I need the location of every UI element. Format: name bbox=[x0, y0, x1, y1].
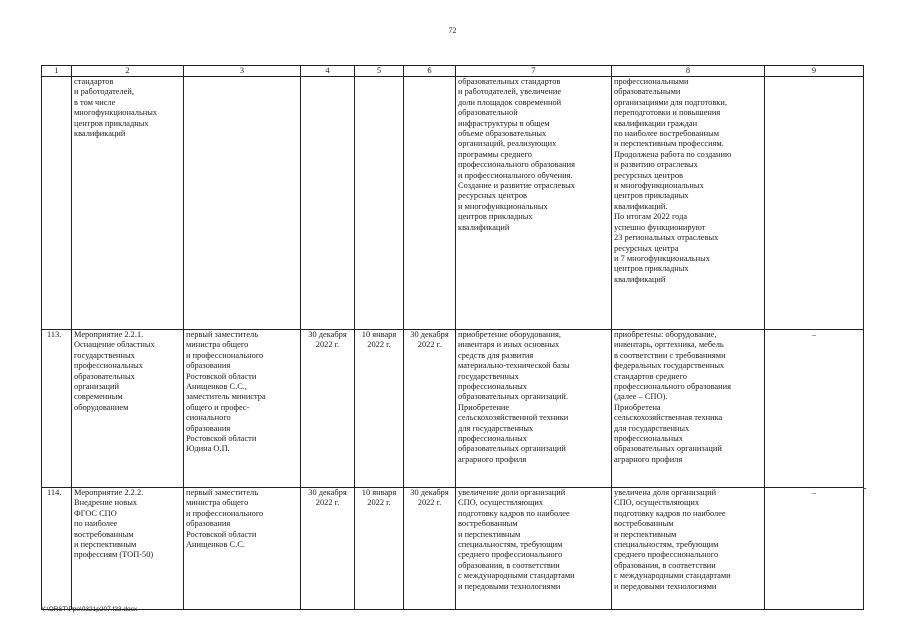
row-number: 113. bbox=[42, 330, 72, 488]
event-name-cell: Мероприятие 2.2.1. Оснащение областных государственных профессиональных образовательных организаций современным оборудованием bbox=[72, 330, 184, 488]
expected-result-cell: увеличение доли организаций СПО, осуществляющих подготовку кадров по наиболее востребованным и перспективным специальностям, требующим среднего профессионального образования, в соответствии с международными стандартами и передовыми технологиями bbox=[456, 488, 612, 610]
margin-mark bbox=[863, 488, 866, 489]
start-date-cell: 10 января 2022 г. bbox=[355, 330, 404, 488]
events-table bbox=[41, 65, 864, 610]
note-cell: – bbox=[765, 330, 864, 488]
end-date-cell: 30 декабря 2022 г. bbox=[404, 330, 456, 488]
header-cell: 3 bbox=[184, 66, 301, 77]
start-date-cell: 10 января 2022 г. bbox=[355, 488, 404, 610]
responsible-cell: первый заместитель министра общего и профессионального образования Ростовской области Анищенков С.С. bbox=[184, 488, 301, 610]
event-name-cell: стандартов и работодателей, в том числе многофункциональных центров прикладных квалификаций bbox=[72, 77, 184, 330]
end-date-cell: 30 декабря 2022 г. bbox=[404, 488, 456, 610]
header-cell: 5 bbox=[355, 66, 404, 77]
row-number: 114. bbox=[42, 488, 72, 610]
plan-date-cell: 30 декабря 2022 г. bbox=[301, 330, 355, 488]
header-cell: 6 bbox=[404, 66, 456, 77]
header-cell: 7 bbox=[456, 66, 612, 77]
header-cell: 1 bbox=[42, 66, 72, 77]
page-number: 72 bbox=[448, 26, 457, 35]
table-row bbox=[42, 488, 864, 610]
plan-date-cell bbox=[301, 77, 355, 330]
header-cell: 8 bbox=[612, 66, 765, 77]
table-row bbox=[42, 77, 864, 330]
responsible-cell bbox=[184, 77, 301, 330]
start-date-cell bbox=[355, 77, 404, 330]
actual-result-cell: профессиональными образовательными организациями для подготовки, переподготовки и повышения квалификации граждан по наиболее востребованным и перспективным профессиям. Продолжена работа по созданию и развитию отраслевых ресурсных центров и многофункциональных центров прикладных квалификаций. По итогам 2022 года успешно функционируют 23 региональных отраслевых ресурсных центра и 7 многофункциональных центров прикладных квалификаций bbox=[612, 77, 765, 330]
note-cell bbox=[765, 77, 864, 330]
header-cell: 2 bbox=[72, 66, 184, 77]
footer-file-path: Y:\ORST\Ppo\0321p207.f23.docx bbox=[41, 606, 138, 613]
row-number bbox=[42, 77, 72, 330]
note-cell: – bbox=[765, 488, 864, 610]
actual-result-cell: приобретены: оборудование, инвентарь, оргтехника, мебель в соответствии с требованиями федеральных государственных стандартов среднего профессионального образования (далее – СПО). Приобретена сельскохозяйственная техника для государственных профессиональных образовательных организаций аграрного профиля bbox=[612, 330, 765, 488]
responsible-cell: первый заместитель министра общего и профессионального образования Ростовской области Анищенков С.С., заместитель министра общего и профес- сионального образования Ростовской области Юдина О.П. bbox=[184, 330, 301, 488]
header-cell: 4 bbox=[301, 66, 355, 77]
header-cell: 9 bbox=[765, 66, 864, 77]
table-row bbox=[42, 330, 864, 488]
plan-date-cell: 30 декабря 2022 г. bbox=[301, 488, 355, 610]
event-name-cell: Мероприятие 2.2.2. Внедрение новых ФГОС СПО по наиболее востребованным и перспективным профессиям (ТОП-50) bbox=[72, 488, 184, 610]
expected-result-cell: приобретение оборудования, инвентаря и иных основных средств для развития материально-технической базы государственных профессиональных образовательных организаций. Приобретение сельскохозяйственной техники для государственных профессиональных образовательных организаций аграрного профиля bbox=[456, 330, 612, 488]
expected-result-cell: образовательных стандартов и работодателей, увеличение доли площадок современной образовательной инфраструктуры в общем объеме образовательных организаций, реализующих программы среднего профессионального образования и профессионального обучения. Создание и развитие отраслевых ресурсных центров и многофункциональных центров прикладных квалификаций bbox=[456, 77, 612, 330]
actual-result-cell: увеличена доля организаций СПО, осуществляющих подготовку кадров по наиболее востребованным и перспективным специальностям, требующим среднего профессионального образования, в соответствии с международными стандартами и передовыми технологиями bbox=[612, 488, 765, 610]
end-date-cell bbox=[404, 77, 456, 330]
table-header-row bbox=[42, 66, 864, 77]
